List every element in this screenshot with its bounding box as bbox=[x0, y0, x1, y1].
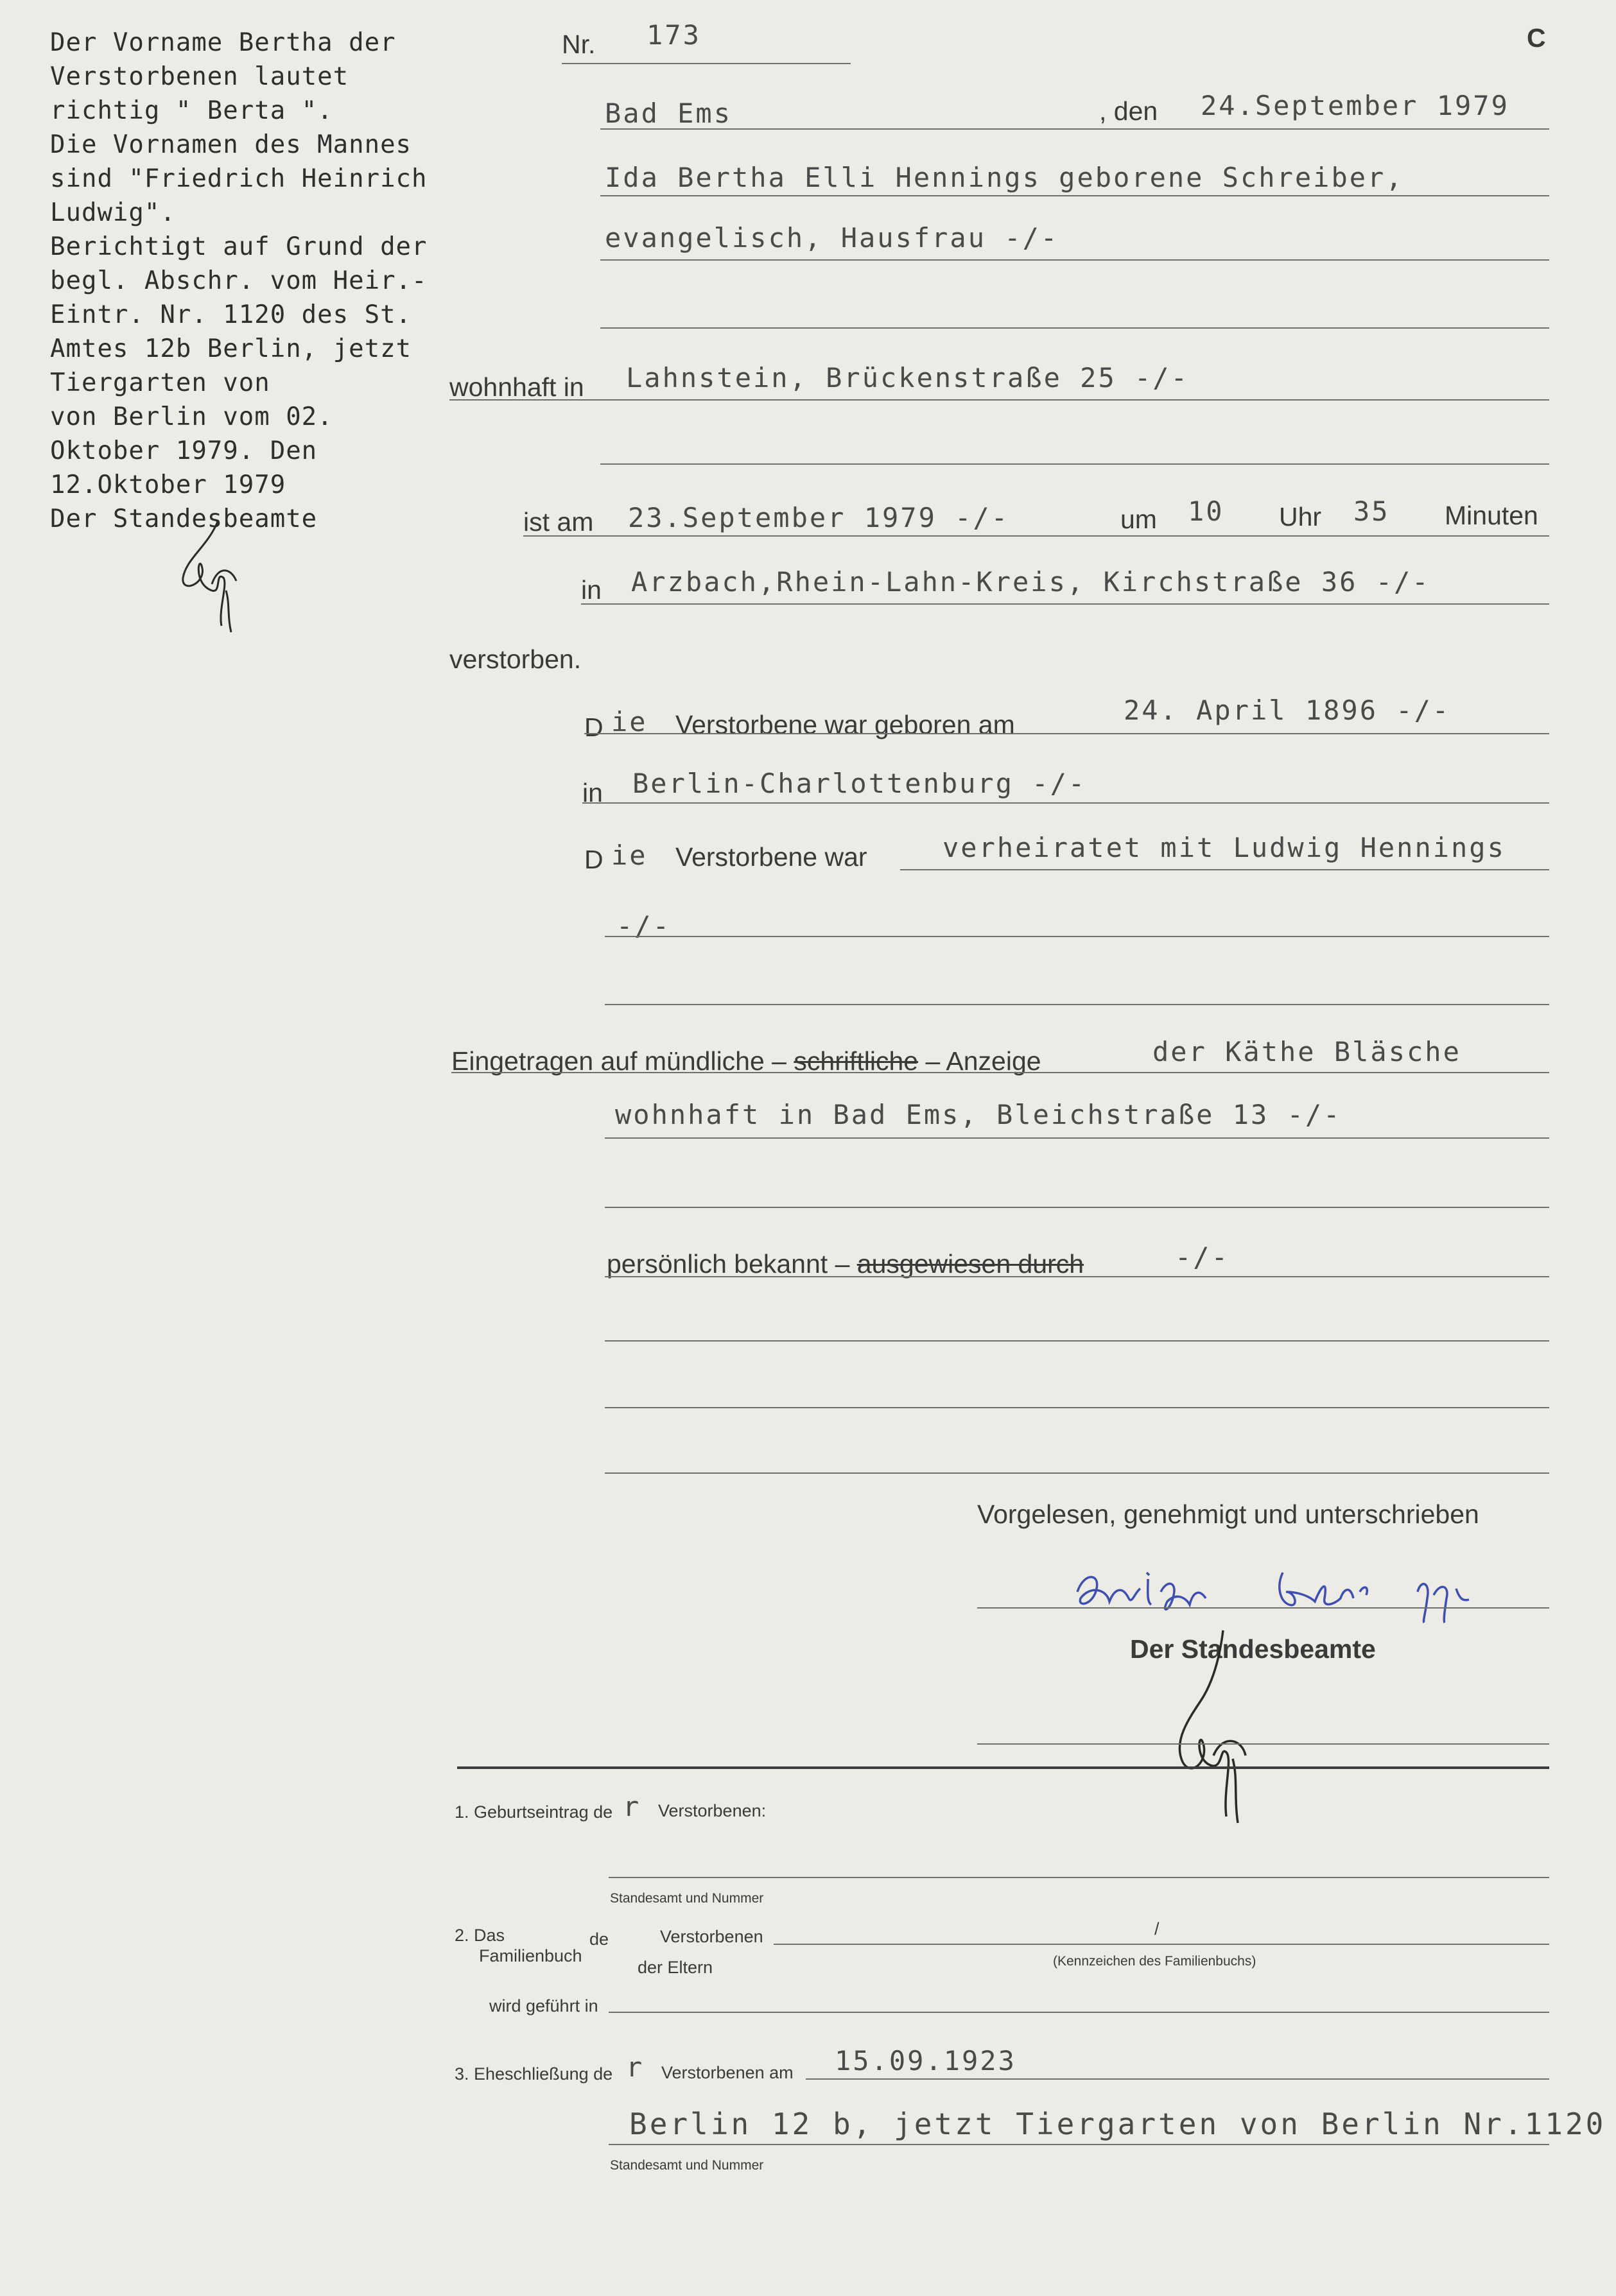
footer-item2-verstorbenen: Verstorbenen bbox=[660, 1927, 763, 1946]
footer-gefuehrt-label: wird geführt in bbox=[489, 1996, 598, 2015]
margin-note-line: von Berlin vom 02. bbox=[50, 402, 333, 431]
identity-label bbox=[607, 1249, 1084, 1279]
rule-line bbox=[605, 1407, 1549, 1408]
rule-line bbox=[600, 327, 1549, 329]
verstorben-label: verstorben. bbox=[449, 644, 582, 674]
residence-label: wohnhaft in bbox=[449, 372, 584, 402]
deceased-religion-occupation: evangelisch, Hausfrau -/- bbox=[605, 222, 1059, 254]
birth-place-label: in bbox=[582, 778, 603, 807]
margin-note-line: Verstorbenen lautet bbox=[50, 62, 349, 91]
report-label-suffix: – Anzeige bbox=[925, 1046, 1041, 1076]
margin-correction-note bbox=[50, 26, 577, 536]
rule-line bbox=[605, 1472, 1549, 1474]
report-label-oral: Eingetragen auf mündliche – bbox=[451, 1046, 786, 1076]
rule-line bbox=[609, 2012, 1549, 2013]
nr-underline bbox=[562, 63, 851, 64]
death-place-label: in bbox=[581, 575, 602, 605]
rule-line bbox=[774, 1944, 1549, 1945]
form-letter-c: C bbox=[1527, 23, 1546, 53]
footer-family-book-num bbox=[455, 1926, 505, 1946]
marriage-gender-suffix: ie bbox=[611, 840, 648, 871]
footer-marriage-place: Berlin 12 b, jetzt Tiergarten von Berlin Nr.1120 bbox=[629, 2107, 1606, 2141]
footer-marriage-label: 3. Eheschließung de bbox=[455, 2064, 613, 2084]
death-minute: 35 bbox=[1353, 496, 1390, 527]
rule-line bbox=[605, 936, 1549, 937]
date-label: , den bbox=[1099, 96, 1158, 126]
registrar-signature bbox=[1162, 1630, 1265, 1829]
footer-item2-slash: / bbox=[1154, 1919, 1160, 1938]
report-label-written-struck: schriftliche bbox=[794, 1046, 919, 1076]
deceased-name: Ida Bertha Elli Hennings geborene Schreiber, bbox=[605, 162, 1404, 193]
nr-label: Nr. bbox=[562, 30, 596, 59]
birth-gender-suffix: ie bbox=[611, 706, 648, 738]
death-date-label: ist am bbox=[523, 507, 594, 537]
footer-item2-de: de bbox=[589, 1929, 609, 1949]
minute-label: Minuten bbox=[1445, 501, 1538, 530]
reporter-handwritten-signature bbox=[1071, 1553, 1488, 1624]
standesamt-nummer-caption: Standesamt und Nummer bbox=[610, 1891, 764, 1906]
read-approved-signed: Vorgelesen, genehmigt und unterschrieben bbox=[977, 1499, 1479, 1529]
rule-line bbox=[806, 2078, 1549, 2080]
rule-line bbox=[584, 733, 1549, 734]
rule-line bbox=[523, 535, 1549, 537]
margin-note-line: begl. Abschr. vom Heir.- bbox=[50, 266, 428, 295]
margin-note-line: Oktober 1979. Den bbox=[50, 436, 318, 465]
footer-item2-num: 2. bbox=[455, 1926, 469, 1945]
rule-line bbox=[605, 1004, 1549, 1005]
footer-marriage-r: r bbox=[626, 2051, 645, 2083]
marriage-prefix: D bbox=[584, 845, 604, 874]
margin-registrar-signature bbox=[173, 507, 250, 635]
rule-line bbox=[600, 195, 1549, 196]
rule-line bbox=[605, 1137, 1549, 1139]
rule-line bbox=[605, 1340, 1549, 1342]
rule-line bbox=[600, 128, 1549, 130]
margin-note-line: Amtes 12b Berlin, jetzt bbox=[50, 334, 412, 363]
register-number: 173 bbox=[647, 19, 701, 51]
margin-note-line: 12.Oktober 1979 bbox=[50, 470, 286, 499]
margin-note-line: Ludwig". bbox=[50, 198, 176, 227]
footer-birth-entry-r: r bbox=[623, 1791, 641, 1822]
identity-known: persönlich bekannt – bbox=[607, 1249, 850, 1279]
hour-label: Uhr bbox=[1279, 502, 1322, 531]
rule-line bbox=[449, 399, 1549, 401]
time-label: um bbox=[1120, 505, 1157, 534]
registration-place: Bad Ems bbox=[605, 98, 733, 129]
death-date: 23.September 1979 -/- bbox=[628, 502, 1010, 533]
footer-marriage-suffix: Verstorbenen am bbox=[661, 2063, 794, 2082]
margin-note-line: Eintr. Nr. 1120 des St. bbox=[50, 300, 412, 329]
reporter-name: der Käthe Bläsche bbox=[1152, 1036, 1461, 1067]
margin-note-line: Tiergarten von bbox=[50, 368, 270, 397]
birth-prefix: D bbox=[584, 712, 604, 742]
registration-date: 24.September 1979 bbox=[1201, 90, 1509, 121]
rule-line bbox=[600, 463, 1549, 465]
margin-note-line: Der Standesbeamte bbox=[50, 505, 318, 533]
deceased-residence: Lahnstein, Brückenstraße 25 -/- bbox=[626, 362, 1189, 393]
rule-line bbox=[605, 1276, 1549, 1277]
rule-line bbox=[605, 1207, 1549, 1208]
birth-place: Berlin-Charlottenburg -/- bbox=[632, 768, 1087, 799]
death-place: Arzbach,Rhein-Lahn-Kreis, Kirchstraße 36 -/- bbox=[631, 566, 1430, 598]
footer-familienbuch: Familienbuch bbox=[479, 1946, 582, 1965]
official-title: Der Standesbeamte bbox=[1130, 1634, 1376, 1664]
footer-marriage-date: 15.09.1923 bbox=[835, 2045, 1016, 2076]
footer-birth-entry-suffix: Verstorbenen: bbox=[658, 1801, 767, 1820]
footer-item2-das: Das bbox=[474, 1926, 505, 1945]
footer-divider bbox=[457, 1766, 1549, 1769]
death-hour: 10 bbox=[1188, 496, 1224, 527]
reporter-address: wohnhaft in Bad Ems, Bleichstraße 13 -/- bbox=[615, 1099, 1342, 1130]
rule-line bbox=[582, 802, 1549, 804]
rule-line bbox=[609, 2144, 1549, 2145]
rule-line bbox=[451, 1072, 1549, 1073]
footer-birth-entry-label: 1. Geburtseintrag de bbox=[455, 1802, 613, 1822]
footer-kennzeichen-caption: (Kennzeichen des Familienbuchs) bbox=[1053, 1954, 1256, 1969]
footer-item2-eltern: der Eltern bbox=[638, 1958, 713, 1977]
rule-line bbox=[581, 603, 1549, 605]
rule-line bbox=[609, 1877, 1549, 1878]
marriage-continuation: -/- bbox=[616, 910, 671, 942]
margin-note-line: Der Vorname Bertha der bbox=[50, 28, 396, 57]
marriage-label: Verstorbene war bbox=[675, 842, 867, 872]
registrar-signature-line bbox=[977, 1743, 1549, 1745]
identity-value: -/- bbox=[1175, 1241, 1229, 1273]
birth-date: 24. April 1896 -/- bbox=[1124, 695, 1451, 726]
marital-status: verheiratet mit Ludwig Hennings bbox=[943, 832, 1506, 863]
rule-line bbox=[600, 259, 1549, 261]
identity-id-struck: ausgewiesen durch bbox=[856, 1249, 1084, 1279]
margin-note-line: Berichtigt auf Grund der bbox=[50, 232, 428, 261]
margin-note-line: Die Vornamen des Mannes bbox=[50, 130, 412, 159]
margin-note-line: richtig " Berta ". bbox=[50, 96, 333, 125]
rule-line bbox=[900, 869, 1549, 870]
standesamt-nummer-caption-2: Standesamt und Nummer bbox=[610, 2158, 764, 2173]
signature-line bbox=[977, 1607, 1549, 1609]
margin-note-line: sind "Friedrich Heinrich bbox=[50, 164, 428, 193]
birth-label: Verstorbene war geboren am bbox=[675, 710, 1015, 739]
